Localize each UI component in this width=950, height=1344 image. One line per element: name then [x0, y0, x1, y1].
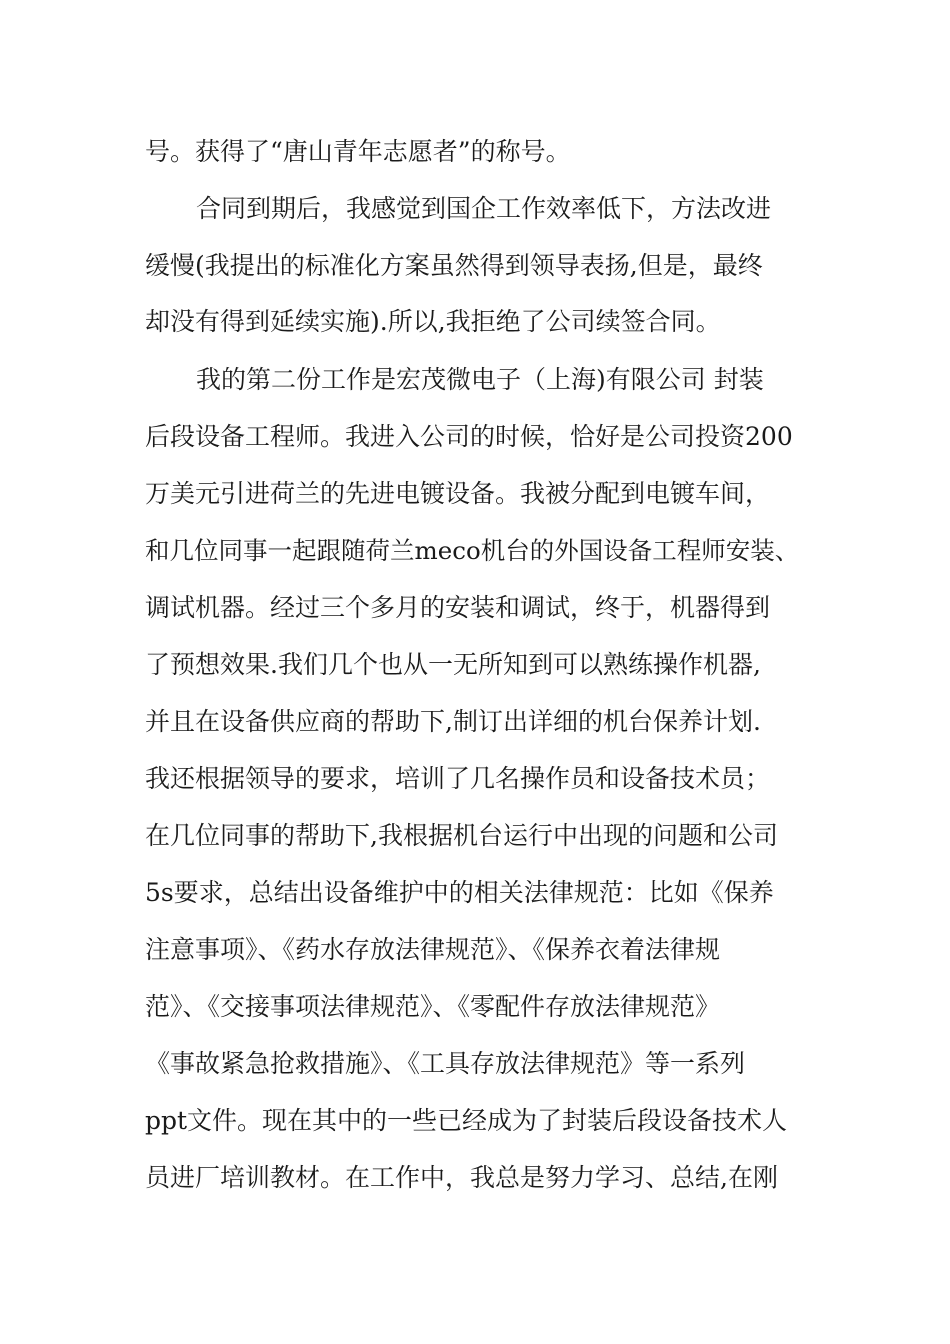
- text-line: 号。获得了“唐山青年志愿者”的称号。: [145, 137, 571, 166]
- text-line: 却没有得到延续实施).所以,我拒绝了公司续签合同。: [145, 307, 721, 336]
- text-line: 范》、《交接事项法律规范》、《零配件存放法律规范》: [145, 992, 721, 1021]
- text-line: 了预想效果.我们几个也从一无所知到可以熟练操作机器,: [145, 650, 761, 679]
- text-line: 并且在设备供应商的帮助下,制订出详细的机台保养计划.: [145, 707, 761, 736]
- text-line: 在几位同事的帮助下,我根据机台运行中出现的问题和公司: [145, 821, 778, 850]
- paragraph-start-line: 合同到期后，我感觉到国企工作效率低下，方法改进: [196, 194, 772, 223]
- text-line: 调试机器。经过三个多月的安装和调试，终于，机器得到: [145, 593, 771, 622]
- text-line: 缓慢(我提出的标准化方案虽然得到领导表扬,但是，最终: [145, 251, 763, 280]
- text-line: 和几位同事一起跟随荷兰meco机台的外国设备工程师安装、: [145, 536, 800, 565]
- text-line: 《事故紧急抢救措施》、《工具存放法律规范》等一系列: [145, 1049, 746, 1078]
- text-line: 万美元引进荷兰的先进电镀设备。我被分配到电镀车间，: [145, 479, 771, 508]
- text-line: 后段设备工程师。我进入公司的时候，恰好是公司投资200: [145, 422, 793, 451]
- text-line: 注意事项》、《药水存放法律规范》、《保养衣着法律规: [145, 935, 721, 964]
- text-line: 员进厂培训教材。在工作中，我总是努力学习、总结,在刚: [145, 1163, 778, 1192]
- text-line: 5s要求，总结出设备维护中的相关法律规范：比如《保养: [145, 878, 774, 907]
- text-line: 我还根据领导的要求，培训了几名操作员和设备技术员；: [145, 764, 771, 793]
- paragraph-start-line: 我的第二份工作是宏茂微电子（上海)有限公司 封装: [196, 365, 764, 394]
- text-line: ppt文件。现在其中的一些已经成为了封装后段设备技术人: [145, 1106, 788, 1135]
